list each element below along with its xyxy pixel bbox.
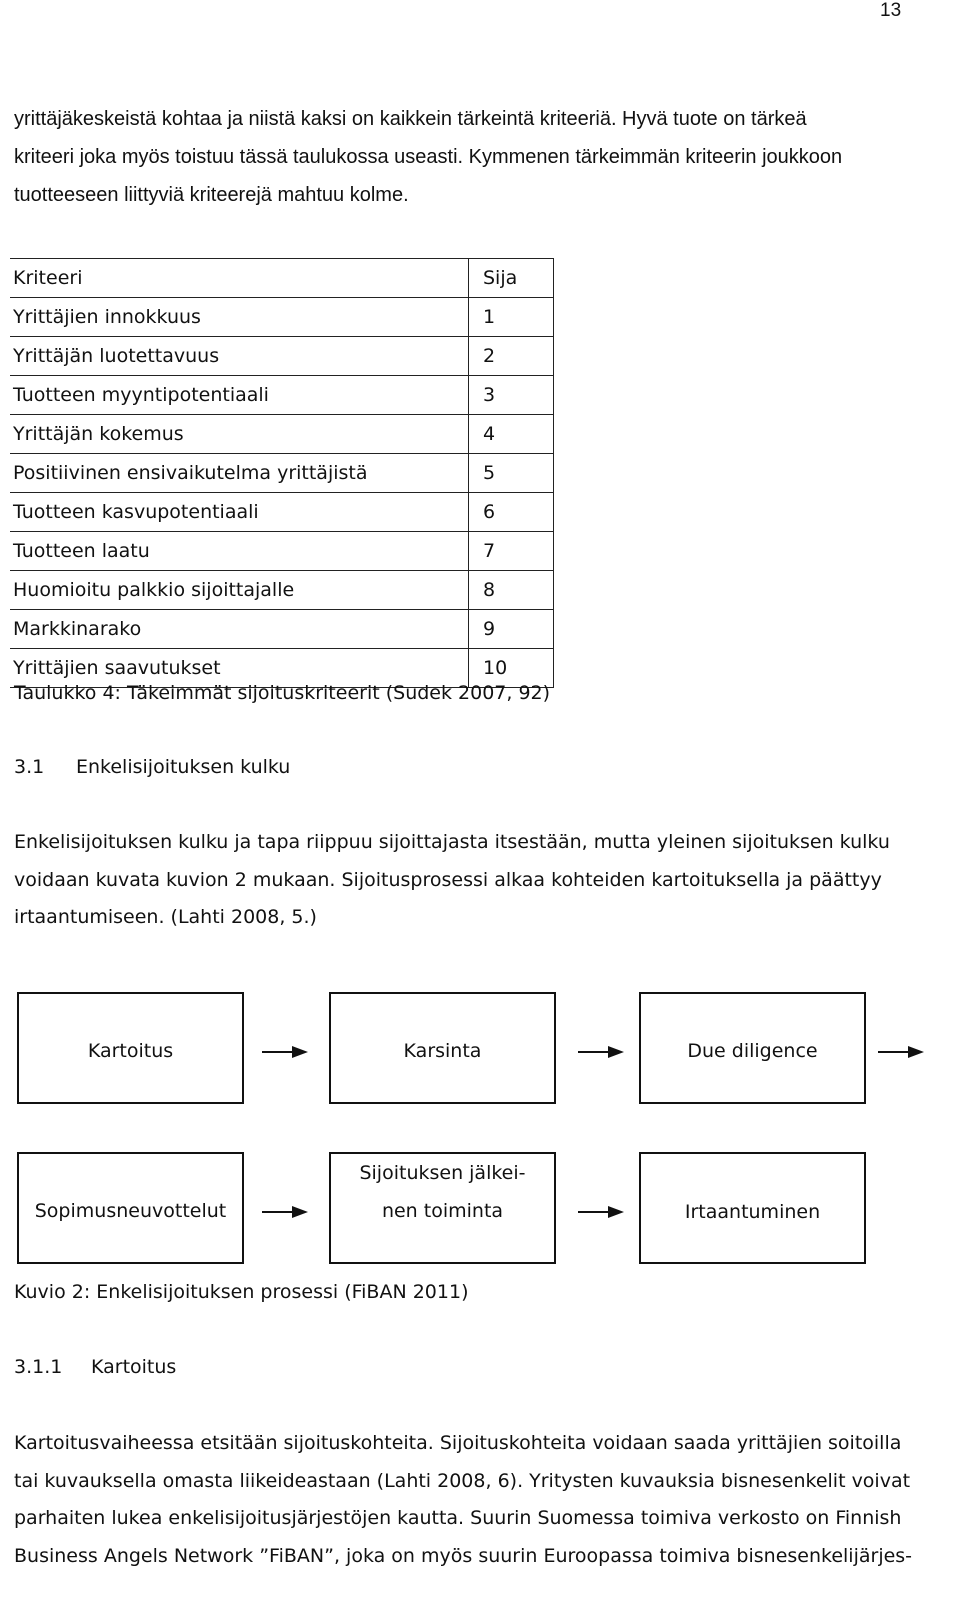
- rank-cell: 6: [469, 493, 554, 532]
- criterion-cell: Yrittäjien saavutukset: [10, 649, 469, 688]
- right-arrow-icon: [262, 1045, 308, 1059]
- table-row: [10, 493, 554, 532]
- step-label: Irtaantuminen: [684, 1201, 821, 1223]
- step-label: Due diligence: [687, 1040, 818, 1062]
- text-line: Business Angels Network ”FiBAN”, joka on myös suurin Euroopassa toimiva bisnesenkelijärjes-: [14, 1544, 913, 1567]
- section-number: 3.1: [14, 756, 45, 778]
- step-label: Sijoituksen jälkei-: [359, 1162, 526, 1184]
- table-header-row: [10, 259, 554, 298]
- section-heading: [14, 756, 290, 778]
- criterion-cell: Huomioitu palkkio sijoittajalle: [10, 571, 469, 610]
- right-arrow-icon: [262, 1205, 308, 1219]
- text-line: kriteeri joka myös toistuu tässä taulukossa useasti. Kymmenen tärkeimmän kriteerin joukkoon: [14, 146, 843, 168]
- header-rank: Sija: [469, 259, 554, 298]
- table-row: [10, 337, 554, 376]
- subsection-title: Kartoitus: [91, 1356, 177, 1378]
- section-title: Enkelisijoituksen kulku: [76, 756, 291, 778]
- step-label: Sopimusneuvottelut: [34, 1200, 227, 1222]
- step-label: nen toiminta: [381, 1200, 504, 1222]
- text-line: voidaan kuvata kuvion 2 mukaan. Sijoitusprosessi alkaa kohteiden kartoituksella ja päättyy: [14, 868, 882, 891]
- right-arrow-icon: [578, 1205, 624, 1219]
- table-row: [10, 571, 554, 610]
- criterion-cell: Tuotteen laatu: [10, 532, 469, 571]
- rank-cell: 9: [469, 610, 554, 649]
- criterion-cell: Positiivinen ensivaikutelma yrittäjistä: [10, 454, 469, 493]
- text-line: Enkelisijoituksen kulku ja tapa riippuu sijoittajasta itsestään, mutta yleinen sijoituksen kulku: [14, 831, 890, 853]
- criteria-ranking-table: [10, 258, 554, 688]
- table-row: [10, 610, 554, 649]
- rank-cell: 4: [469, 415, 554, 454]
- criterion-cell: Yrittäjän kokemus: [10, 415, 469, 454]
- rank-cell: 3: [469, 376, 554, 415]
- subsection-number: 3.1.1: [14, 1356, 63, 1378]
- page-number: 13: [880, 0, 902, 21]
- process-step-box: [639, 992, 866, 1104]
- subsection-paragraph: [14, 1425, 912, 1575]
- text-line: irtaantumiseen. (Lahti 2008, 5.): [14, 906, 317, 928]
- right-arrow-icon: [578, 1045, 624, 1059]
- criterion-cell: Tuotteen myyntipotentiaali: [10, 376, 469, 415]
- text-line: yrittäjäkeskeistä kohtaa ja niistä kaksi on kaikkein tärkeintä kriteeriä. Hyvä tuote on tärkeä: [14, 108, 807, 130]
- rank-cell: 5: [469, 454, 554, 493]
- criterion-cell: Markkinarako: [10, 610, 469, 649]
- table-caption: Taulukko 4: Täkeimmät sijoituskriteerit (Sudek 2007, 92): [14, 682, 551, 704]
- table-row: [10, 376, 554, 415]
- text-line: tuotteeseen liittyviä kriteerejä mahtuu kolme.: [14, 184, 409, 206]
- rank-cell: 8: [469, 571, 554, 610]
- table-row: [10, 454, 554, 493]
- intro-paragraph: [14, 100, 842, 214]
- criterion-cell: Tuotteen kasvupotentiaali: [10, 493, 469, 532]
- table-row: [10, 415, 554, 454]
- process-step-box: [329, 1152, 556, 1264]
- table-row: [10, 532, 554, 571]
- process-step-box: [639, 1152, 866, 1264]
- process-step-box: [17, 1152, 244, 1264]
- text-line: parhaiten lukea enkelisijoitusjärjestöjen kautta. Suurin Suomessa toimiva verkosto on Finnish: [14, 1507, 902, 1529]
- subsection-heading: [14, 1356, 176, 1378]
- right-arrow-icon: [878, 1045, 924, 1059]
- rank-cell: 2: [469, 337, 554, 376]
- step-label: Kartoitus: [87, 1040, 174, 1062]
- criterion-cell: Yrittäjän luotettavuus: [10, 337, 469, 376]
- rank-cell: 1: [469, 298, 554, 337]
- step-label: Karsinta: [403, 1040, 482, 1062]
- table-row: [10, 298, 554, 337]
- rank-cell: 10: [469, 649, 554, 688]
- text-line: Kartoitusvaiheessa etsitään sijoituskohteita. Sijoituskohteita voidaan saada yrittäjien soitoilla: [14, 1432, 902, 1454]
- process-step-box: [17, 992, 244, 1104]
- process-step-box: [329, 992, 556, 1104]
- figure-caption: Kuvio 2: Enkelisijoituksen prosessi (FiBAN 2011): [14, 1281, 469, 1303]
- text-line: tai kuvauksella omasta liikeideastaan (Lahti 2008, 6). Yritysten kuvauksia bisnesenkelit voivat: [14, 1469, 911, 1492]
- header-criterion: Kriteeri: [10, 259, 469, 298]
- section-paragraph: [14, 824, 890, 937]
- criterion-cell: Yrittäjien innokkuus: [10, 298, 469, 337]
- rank-cell: 7: [469, 532, 554, 571]
